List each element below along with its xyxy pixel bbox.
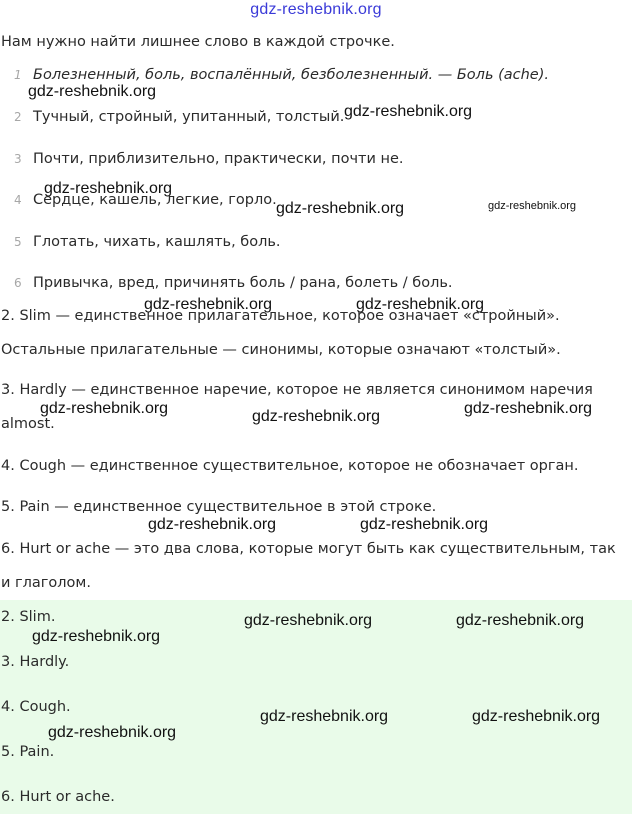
watermark: gdz-reshebnik.org — [244, 612, 373, 629]
explanation-line: и глаголом. — [1, 575, 91, 591]
item-number: 5 — [14, 235, 22, 249]
item-number: 6 — [14, 276, 22, 290]
watermark: gdz-reshebnik.org — [472, 708, 601, 725]
watermark: gdz-reshebnik.org — [456, 612, 585, 629]
item-text: Болезненный, боль, воспалённый, безболезненный. — Боль (ache). — [33, 67, 549, 83]
item-text: Почти, приблизительно, практически, почти не. — [33, 151, 404, 167]
item-text: Привычка, вред, причинять боль / рана, болеть / боль. — [33, 275, 453, 291]
item-text: Сердце, кашель, легкие, горло. — [33, 192, 277, 208]
watermark: gdz-reshebnik.org — [260, 708, 389, 725]
watermark: gdz-reshebnik.org — [356, 296, 485, 313]
item-number: 2 — [14, 110, 22, 124]
watermark: gdz-reshebnik.org — [148, 516, 277, 533]
watermark: gdz-reshebnik.org — [360, 516, 489, 533]
answer-line: 3. Hardly. — [1, 654, 70, 670]
list-item — [14, 234, 281, 250]
watermark: gdz-reshebnik.org — [464, 400, 593, 417]
explanation-line: Остальные прилагательные — синонимы, которые означают «толстый». — [1, 342, 561, 358]
watermark: gdz-reshebnik.org — [252, 408, 381, 425]
answer-line: 4. Cough. — [1, 699, 71, 715]
explanation-line: 3. Hardly — единственное наречие, которое не является синонимом наречия — [1, 382, 593, 398]
item-number: 4 — [14, 193, 22, 207]
item-number: 3 — [14, 152, 22, 166]
item-text: Тучный, стройный, упитанный, толстый. — [33, 109, 345, 125]
explanation-line: 4. Cough — единственное существительное, которое не обозначает орган. — [1, 458, 579, 474]
watermark: gdz-reshebnik.org — [40, 400, 169, 417]
answer-line: 5. Pain. — [1, 744, 55, 760]
item-number: 1 — [14, 68, 22, 82]
list-item — [14, 67, 549, 83]
list-item — [14, 151, 404, 167]
watermark: gdz-reshebnik.org — [32, 628, 161, 645]
explanation-line: 2. Slim — единственное прилагательное, которое означает «стройный». — [1, 308, 560, 324]
item-text: Глотать, чихать, кашлять, боль. — [33, 234, 281, 250]
list-item — [14, 275, 453, 291]
watermark: gdz-reshebnik.org — [48, 724, 177, 741]
intro-text: Нам нужно найти лишнее слово в каждой строчке. — [1, 34, 395, 50]
watermark: gdz-reshebnik.org — [44, 180, 173, 197]
site-watermark-top[interactable]: gdz-reshebnik.org — [250, 1, 382, 18]
watermark: gdz-reshebnik.org — [344, 103, 473, 120]
watermark: gdz-reshebnik.org — [488, 200, 577, 212]
answer-line: 2. Slim. — [1, 609, 56, 625]
explanation-line: 6. Hurt or ache — это два слова, которые могут быть как существительным, так — [1, 541, 616, 557]
list-item — [14, 109, 344, 125]
watermark: gdz-reshebnik.org — [276, 200, 405, 217]
explanation-line: almost. — [1, 416, 55, 432]
watermark: gdz-reshebnik.org — [144, 296, 273, 313]
answer-line: 6. Hurt or ache. — [1, 789, 115, 805]
watermark: gdz-reshebnik.org — [28, 83, 157, 100]
explanation-line: 5. Pain — единственное существительное в этой строке. — [1, 499, 437, 515]
